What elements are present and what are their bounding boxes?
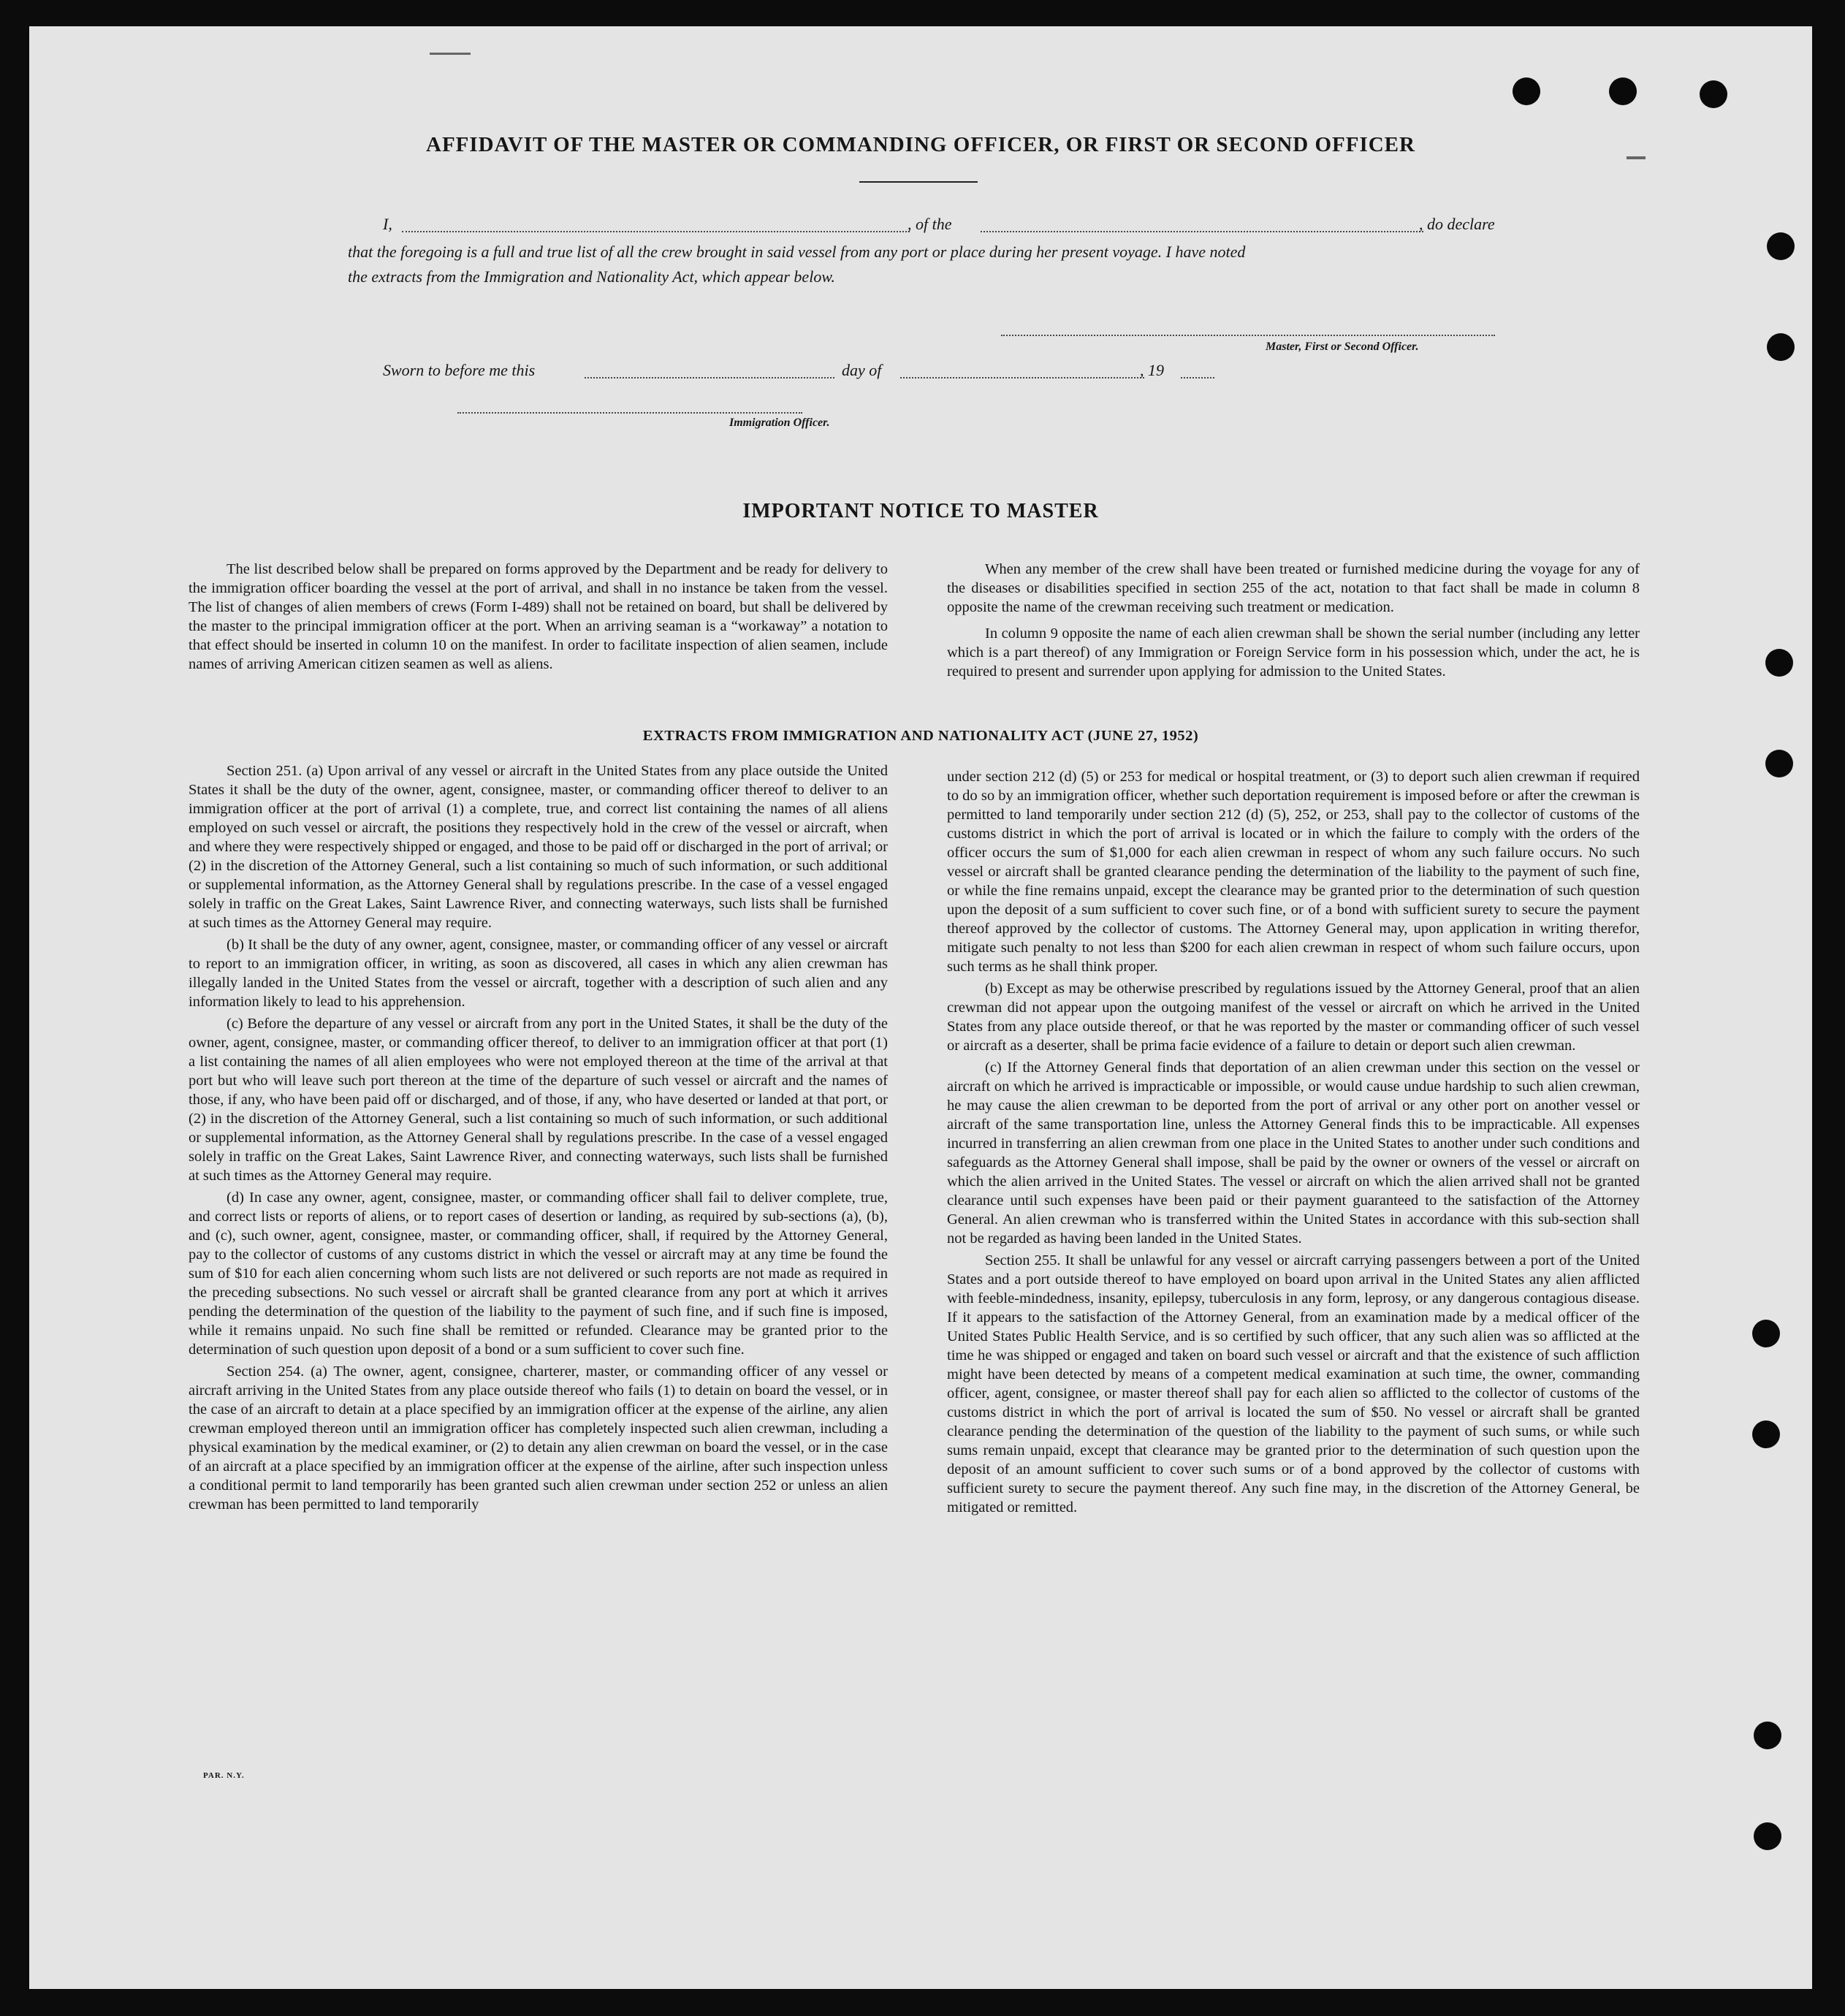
notice-paragraph: When any member of the crew shall have been treated or furnished medicine during the voyage for any of the diseases or disabilities specified in section 255 of the act, notation to that fact shall be made in column 8 opposite the name of the crewman receiving such treatment or medication. (947, 561, 1640, 615)
punch-hole (1767, 333, 1795, 361)
sworn-label: Sworn to before me this (383, 361, 536, 379)
punch-hole (1765, 750, 1793, 777)
extracts-right-column (947, 767, 1640, 1520)
punch-hole (1700, 80, 1727, 108)
affidavit-of-the-label: , of the (908, 215, 952, 233)
punch-hole (1609, 77, 1637, 105)
punch-hole (1754, 1822, 1781, 1850)
sworn-date-blank (585, 377, 834, 379)
affidavit-title: AFFIDAVIT OF THE MASTER OR COMMANDING OFFICER, OR FIRST OR SECOND OFFICER (426, 133, 1415, 156)
affidavit-statement-line: the extracts from the Immigration and Nationality Act, which appear below. (348, 267, 835, 286)
officer-label: Immigration Officer. (729, 416, 830, 429)
sworn-day-of-label: day of (842, 361, 882, 379)
signature-label: Master, First or Second Officer. (1266, 341, 1419, 353)
sworn-year-label: , 19 (1140, 361, 1164, 379)
act-section: under section 212 (d) (5) or 253 for medical or hospital treatment, or (3) to deport such alien crewman if required to do so by an immigration officer, whether such deportation requirement is imposed before or after the crewman is permitted to land temporarily under section 212 (d) (5), 252, or 253, shall pay to the collector of customs of the customs district in which the port of arrival is located or in which the failure to comply with the orders of the officer occurs the sum of $1,000 for each alien crewman in respect of whom any such failure occurs. No such vessel or aircraft shall be granted clearance pending the determination of the liability to the payment of such fine, or while the fine remains unpaid, except the clearance may be granted prior to the determination of such question upon the deposit of a sum sufficient to cover such fine, or of a bond with sufficient surety to secure the payment thereof approved by the collector of customs. The Attorney General may, upon application in writing therefor, mitigate such penalty to not less than $200 for each alien crewman in respect of whom such failure occurs, upon such terms as he shall think proper. (947, 769, 1640, 975)
notice-left-column (189, 560, 888, 677)
act-section: Section 251. (a) Upon arrival of any vessel or aircraft in the United States from any place outside the United States it shall be the duty of the owner, agent, consignee, master, or commanding officer thereof to deliver to an immigration officer at the port of arrival (1) a complete, true, and correct list containing the names of all aliens employed on such vessel or aircraft, the positions they respectively hold in the crew of the vessel or aircraft, when and where they were respectively shipped or engaged, and those to be paid off or discharged in the port of arrival; or (2) in the discretion of the Attorney General, such a list containing so much of such information, or such additional or supplemental information, as the Attorney General shall by regulations prescribe. In the case of a vessel engaged solely in traffic on the Great Lakes, Saint Lawrence River, and connecting waterways, such lists shall be furnished at such times as the Attorney General may require. (189, 763, 888, 931)
punch-hole (1513, 77, 1540, 105)
officer-signature-line (457, 412, 802, 414)
punch-hole (1767, 232, 1795, 260)
act-section: (b) Except as may be otherwise prescribed by regulations issued by the Attorney General, proof that an alien crewman did not appear upon the outgoing manifest of the vessel or aircraft on which he arrived in the United States from any place outside thereof, or that he was reported by the master or commanding officer of such vessel or aircraft as a deserter, shall be prima facie evidence of a failure to detain or deport such alien crewman. (947, 981, 1640, 1054)
sworn-year-blank (1181, 377, 1214, 379)
signature-line (1001, 335, 1495, 336)
vessel-blank (981, 231, 1423, 232)
name-blank (402, 231, 910, 232)
notice-paragraph: In column 9 opposite the name of each alien crewman shall be shown the serial number (including any letter which is a part thereof) of any Immigration or Foreign Service form in his possession which, under the act, he is required to present and surrender upon applying for admission to the United States. (947, 625, 1640, 680)
extracts-title: EXTRACTS FROM IMMIGRATION AND NATIONALITY ACT (JUNE 27, 1952) (642, 728, 1199, 744)
punch-hole (1754, 1722, 1781, 1749)
act-section: Section 254. (a) The owner, agent, consignee, charterer, master, or commanding officer of any vessel or aircraft arriving in the United States from any place outside thereof who fails (1) to detain on board the vessel, or in the case of an aircraft to detain at a place specified by an immigration officer at the expense of the airline, any alien crewman employed thereon until an immigration officer has completely inspected such alien crewman, including a physical examination by the medical examiner, or (2) to detain any alien crewman on board the vessel, or in the case of an aircraft at a place specified by an immigration officer at the expense of the airline, after such inspection unless a conditional permit to land temporarily has been granted such alien crewman under section 252 or unless an alien crewman has been permitted to land temporarily (189, 1363, 888, 1513)
affidavit-statement-line: that the foregoing is a full and true list of all the crew brought in said vessel from any port or place during her present voyage. I have noted (348, 243, 1246, 261)
punch-hole (1752, 1420, 1780, 1448)
affidavit-declare-label: , do declare (1419, 215, 1495, 233)
punch-hole (1752, 1320, 1780, 1347)
printer-mark: PAR. N.Y. (203, 1771, 245, 1780)
punch-hole (1765, 649, 1793, 677)
scanned-page (29, 26, 1812, 1989)
notice-right-column (947, 560, 1640, 684)
extracts-left-column (189, 761, 888, 1517)
title-underline (859, 181, 978, 183)
act-section: (d) In case any owner, agent, consignee, master, or commanding officer shall fail to deliver complete, true, and correct lists or reports of aliens, or to report cases of desertion or landing, as required by sub-sections (a), (b), and (c), such owner, agent, consignee, master, or commanding officer, shall, if required by the Attorney General, pay to the collector of customs of any customs district in which the vessel or aircraft may at any time be found the sum of $10 for each alien concerning whom such lists are not delivered or such reports are not made as required in the preceding subsections. No such vessel or aircraft shall be granted clearance from any port at which it arrives pending the determination of the question of the liability to the payment of such fine, and if such fine is imposed, while it remains unpaid. No such fine shall be remitted or refunded. Clearance may be granted prior to the determination of such question upon deposit of a bond or a sum sufficient to cover such fine. (189, 1190, 888, 1358)
act-section: (b) It shall be the duty of any owner, agent, consignee, master, or commanding officer of any vessel or aircraft to report to an immigration officer, in writing, as soon as discovered, all cases in which any alien crewman has illegally landed in the United States from the vessel or aircraft, together with a description of such alien and any information likely to lead to his apprehension. (189, 937, 888, 1010)
sworn-month-blank (900, 377, 1144, 379)
scan-mark (430, 53, 471, 55)
affidavit-i-label: I, (383, 215, 392, 233)
notice-paragraph: The list described below shall be prepared on forms approved by the Department and be ready for delivery to the immigration officer boarding the vessel at the port of arrival, and shall in no instance be taken from the vessel. The list of changes of alien members of crews (Form I-489) shall not be retained on board, but shall be delivered by the master to the principal immigration officer at the port. When an arriving seaman is a “workaway” a notation to that effect should be inserted in column 10 on the manifest. In order to facilitate inspection of alien seamen, include names of arriving American citizen seamen as well as aliens. (189, 561, 888, 672)
act-section: Section 255. It shall be unlawful for any vessel or aircraft carrying passengers between a port of the United States and a port outside thereof to have employed on board upon arrival in the United States any alien afflicted with feeble-mindedness, insanity, epilepsy, tuberculosis in any form, leprosy, or any dangerous contagious disease. If it appears to the satisfaction of the Attorney General, from an examination made by a medical officer of the United States Public Health Service, and is so certified by such officer, that any such alien was so afflicted at the time he was shipped or engaged and taken on board such vessel or aircraft and that the existence of such affliction might have been detected by means of a competent medical examination at such time, the owner, commanding officer, agent, consignee, or master thereof shall pay for each alien so afflicted to the collector of customs of the customs district in which the port of arrival is located the sum of $50. No vessel or aircraft shall be granted clearance pending the determination of the question of the liability to the payment of such sums, or while such sums remain unpaid, except that clearance may be granted prior to the determination of such question upon the deposit of an amount sufficient to cover such sums or of a bond approved by the collector of customs with sufficient surety to secure the payment thereof. Any such fine may, in the discretion of the Attorney General, be mitigated or remitted. (947, 1252, 1640, 1515)
notice-title: IMPORTANT NOTICE TO MASTER (742, 500, 1099, 522)
act-section: (c) Before the departure of any vessel or aircraft from any port in the United States, it shall be the duty of the owner, agent, consignee, master, or commanding officer thereof, to deliver to an immigration officer at that port (1) a list containing the names of all alien employees who were not employed thereon at the time of the arrival at that port but who will leave such port thereon at the time of the departure of such vessel or aircraft and the names of those, if any, who have been paid off or discharged, and of those, if any, who have deserted or landed at that port, or (2) in the discretion of the Attorney General, such a list containing so much of such information, or such additional or supplemental information, as the Attorney General shall by regulations prescribe. In the case of a vessel engaged solely in traffic on the Great Lakes, Saint Lawrence River, and connecting waterways, such lists shall be furnished at such times as the Attorney General may require. (189, 1016, 888, 1184)
act-section: (c) If the Attorney General finds that deportation of an alien crewman under this section on the vessel or aircraft on which he arrived is impracticable or impossible, or would cause undue hardship to such alien crewman, he may cause the alien crewman to be deported from the port of arrival or any other port on another vessel or aircraft of the same transportation line, unless the Attorney General finds this to be impracticable. All expenses incurred in transferring an alien crewman from one place in the United States to another under such conditions and safeguards as the Attorney General shall impose, shall be paid by the owner or owners of the vessel or aircraft on which the alien arrived in the United States. The vessel or aircraft on which the alien arrived shall not be granted clearance until such expenses have been paid or their payment guaranteed to the satisfaction of the Attorney General. An alien crewman who is transferred within the United States in accordance with this sub-section shall not be regarded as having been landed in the United States. (947, 1060, 1640, 1247)
